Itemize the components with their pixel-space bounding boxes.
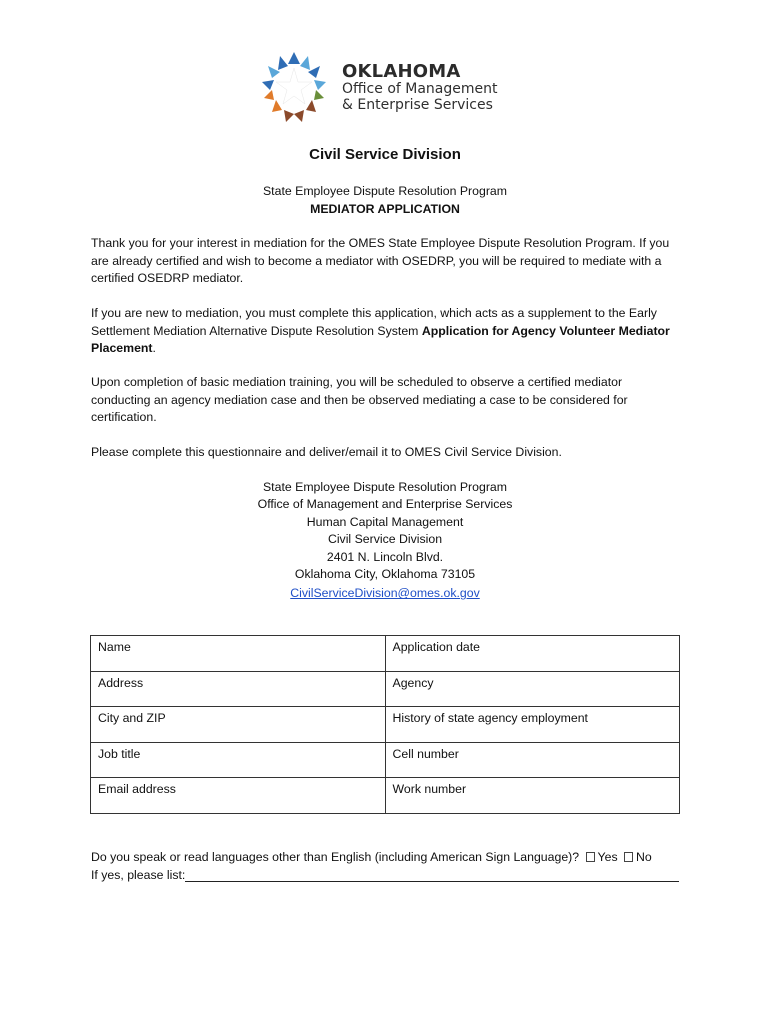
language-list-label: If yes, please list: <box>91 868 186 882</box>
no-checkbox[interactable] <box>624 852 633 862</box>
language-list-input[interactable] <box>185 868 679 882</box>
address-line: 2401 N. Lincoln Blvd. <box>326 549 444 564</box>
work-number-field[interactable]: Work number <box>385 778 680 814</box>
instructions-paragraph: Please complete this questionnaire and deliver/email it to OMES Civil Service Division. <box>91 445 562 459</box>
mailing-address <box>0 479 770 603</box>
program-name: State Employee Dispute Resolution Program <box>262 184 507 198</box>
logo-title: OKLAHOMA <box>342 61 461 82</box>
language-question <box>91 849 711 867</box>
email-address-field[interactable]: Email address <box>91 778 386 814</box>
address-line: Civil Service Division <box>327 532 443 547</box>
division-heading: Civil Service Division <box>309 146 461 163</box>
logo-line-3: & Enterprise Services <box>342 97 493 113</box>
table-row <box>91 742 680 778</box>
cell-number-field[interactable]: Cell number <box>385 742 680 778</box>
language-question-text: Do you speak or read languages other than English (including American Sign Language)? <box>91 850 580 864</box>
table-row <box>91 671 680 707</box>
new-mediator-text: If you are new to mediation, you must complete this application, which acts as a supplement to the Early Settlement Mediation Alternative Dispute Resolution System <box>91 306 657 338</box>
application-date-field[interactable]: Application date <box>385 636 680 672</box>
table-row <box>91 778 680 814</box>
training-paragraph: Upon completion of basic mediation training, you will be scheduled to observe a certified mediator conducting an agency mediation case and then be observed mediating a case to be considered for certification. <box>91 375 628 424</box>
address-field[interactable]: Address <box>91 671 386 707</box>
table-row <box>91 636 680 672</box>
applicant-info-table <box>90 635 680 814</box>
yes-label: Yes <box>597 850 618 864</box>
intro-paragraph: Thank you for your interest in mediation for the OMES State Employee Dispute Resolution Program. If you are already certified and wish to become a mediator with OSEDRP, you will be required to mediate with a certified OSEDRP mediator. <box>91 236 670 285</box>
address-line: State Employee Dispute Resolution Program <box>262 480 507 494</box>
job-title-field[interactable]: Job title <box>91 742 386 778</box>
email-link[interactable]: CivilServiceDivision@omes.ok.gov <box>290 586 480 601</box>
address-line: Oklahoma City, Oklahoma 73105 <box>294 567 476 582</box>
table-row <box>91 707 680 743</box>
address-line: Office of Management and Enterprise Services <box>257 497 513 512</box>
period: . <box>152 341 156 355</box>
oklahoma-star-logo-icon <box>256 50 332 126</box>
logo-line-2: Office of Management <box>342 81 498 97</box>
agency-field[interactable]: Agency <box>385 671 680 707</box>
city-zip-field[interactable]: City and ZIP <box>91 707 386 743</box>
employment-history-field[interactable]: History of state agency employment <box>385 707 680 743</box>
agency-application-title: Application for Agency Volunteer Mediator Placement <box>91 323 670 355</box>
name-field[interactable]: Name <box>91 636 386 672</box>
address-line: Human Capital Management <box>306 514 464 529</box>
new-mediator-paragraph <box>91 305 681 358</box>
no-label: No <box>636 850 652 864</box>
yes-checkbox[interactable] <box>586 852 595 862</box>
language-list-row <box>91 867 691 885</box>
omes-logo <box>256 50 526 128</box>
form-title: MEDIATOR APPLICATION <box>310 202 460 216</box>
